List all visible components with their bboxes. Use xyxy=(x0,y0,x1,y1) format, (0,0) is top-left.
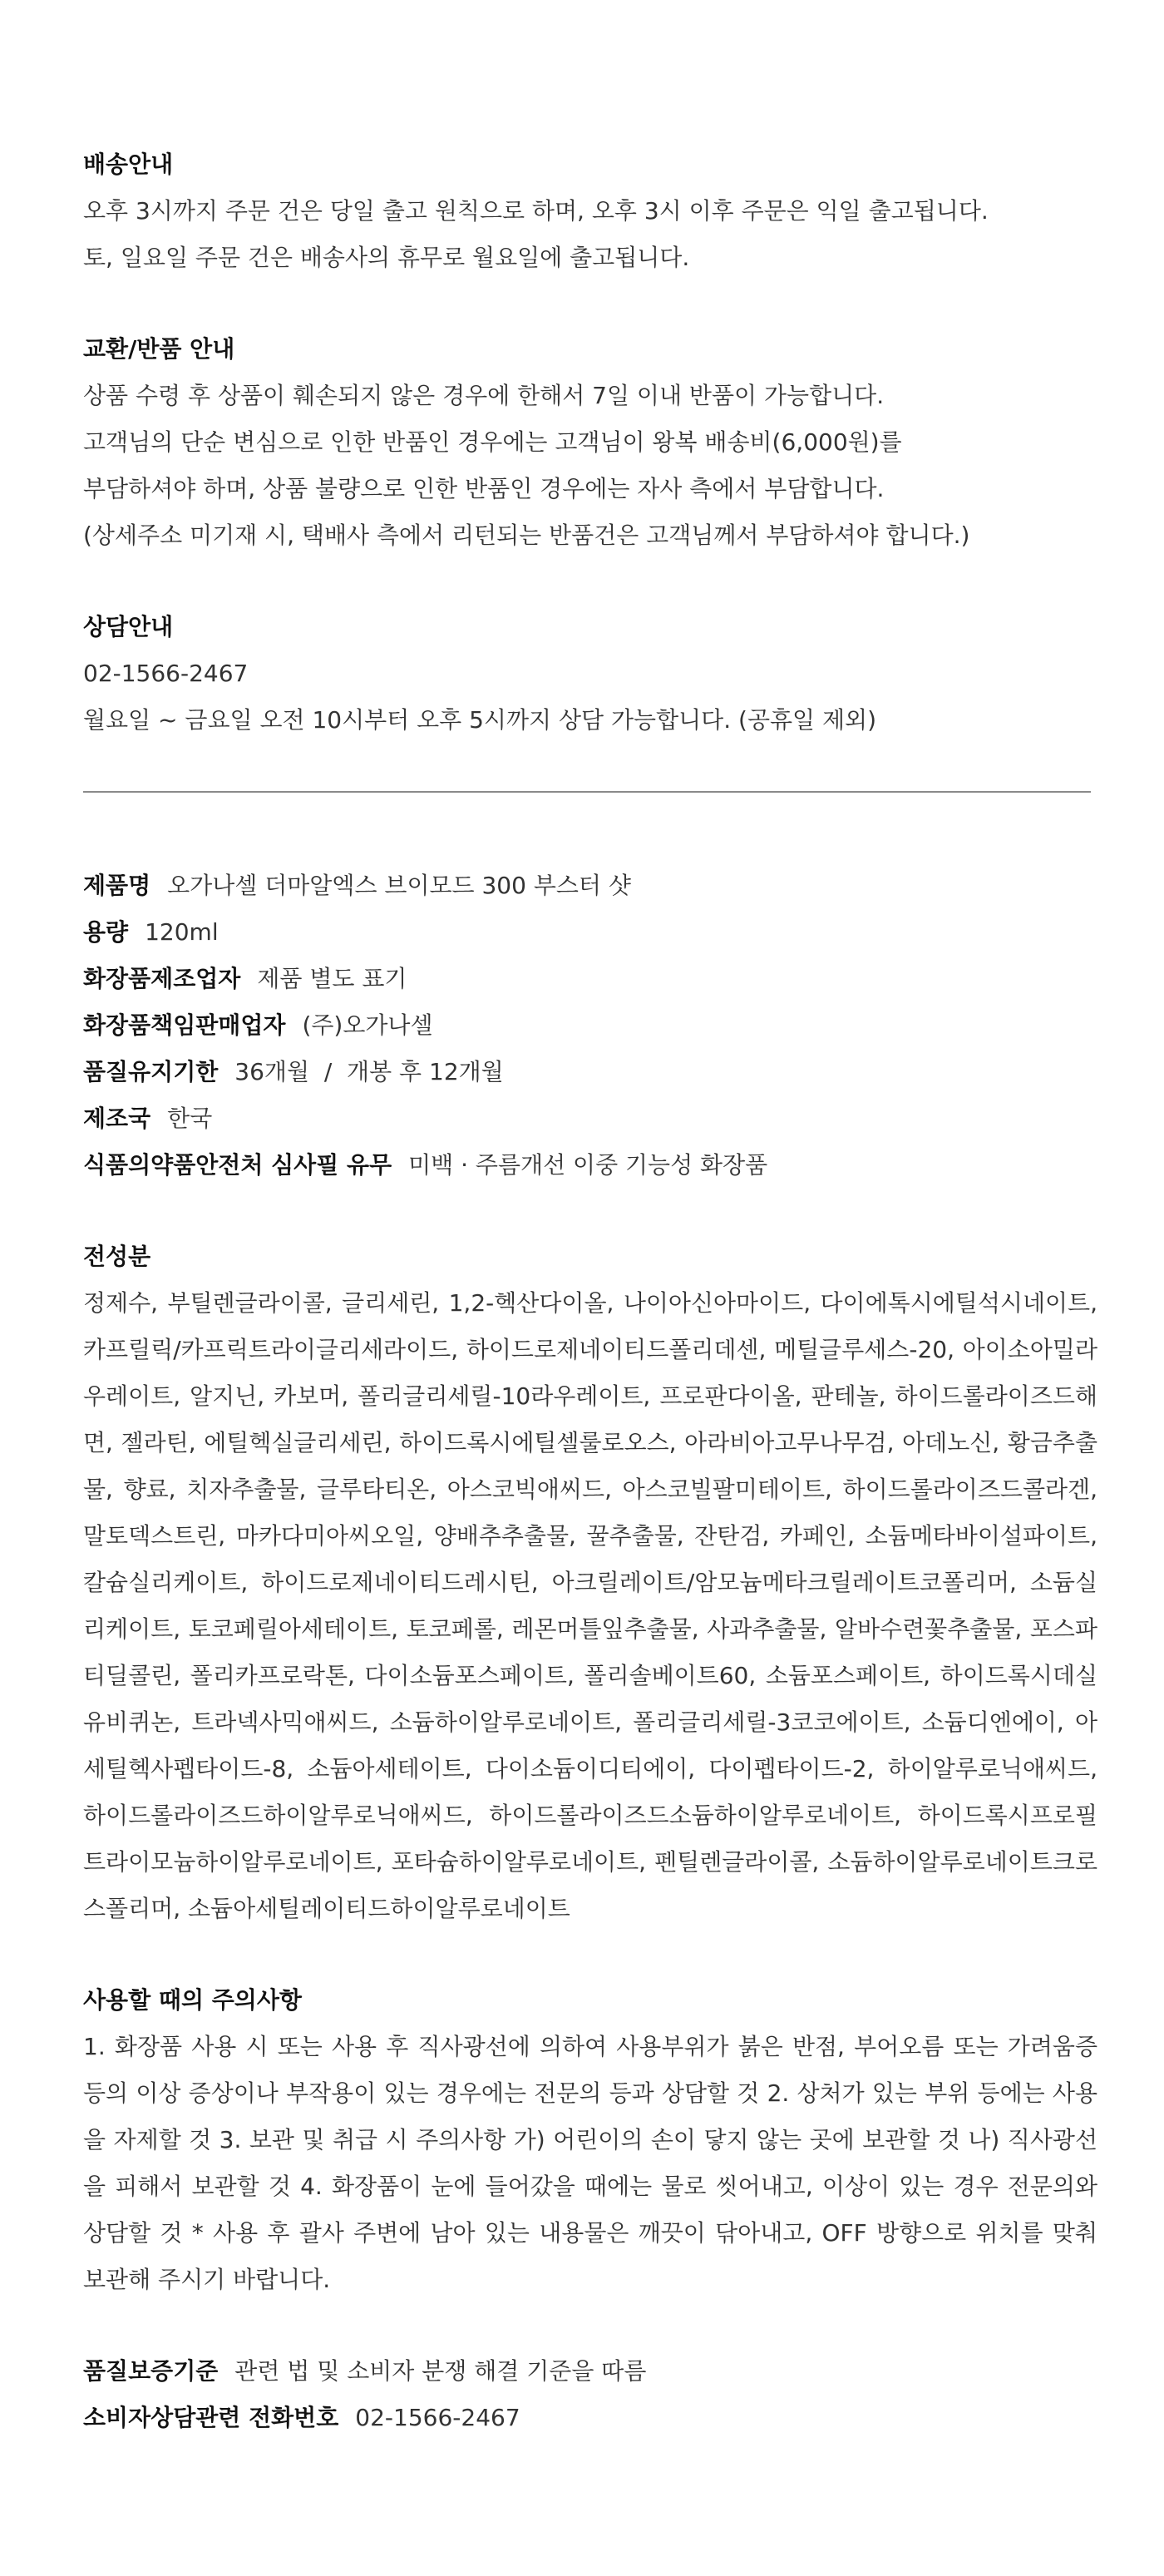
spec-value: 미백 · 주름개선 이중 기능성 화장품 xyxy=(408,1151,768,1179)
product-notice-page xyxy=(83,141,1097,2441)
cautions-section xyxy=(83,1977,1097,2303)
section-divider xyxy=(83,791,1091,793)
spacer xyxy=(83,2303,1097,2348)
consult-hours: 월요일 ~ 금요일 오전 10시부터 오후 5시까지 상담 가능합니다. (공휴일 제외) xyxy=(83,706,877,734)
ingredients-text: 정제수, 부틸렌글라이콜, 글리세린, 1,2-헥산다이올, 나이아신아마이드, 다이에톡시에틸석시네이트, 카프릴릭/카프릭트라이글리세라이드, 하이드로제네이티드폴리데센, 메틸글루세스-20, 아이소아밀라우레이트, 알지닌, 카보머, 폴리글리세릴-10라우레이트, 프로판다이올, 판테놀, 하이드롤라이즈드해면, 젤라틴, 에틸헥실글리세린, 하이드록시에틸셀룰로오스, 아라비아고무나무검, 아데노신, 황금추출물, 향료, 치자추출물, 글루타티온, 아스코빅애씨드, 아스코빌팔미테이트, 하이드롤라이즈드콜라겐, 말토덱스트린, 마카다미아씨오일, 양배추추출물, 꿀추출물, 잔탄검, 카페인, 소듐메타바이설파이트, 칼슘실리케이트, 하이드로제네이티드레시틴, 아크릴레이트/암모늄메타크릴레이트코폴리머, 소듐실리케이트, 토코페릴아세테이트, 토코페롤, 레몬머틀잎추출물, 사과추출물, 알바수련꽃추출물, 포스파티딜콜린, 폴리카프로락톤, 다이소듐포스페이트, 폴리솔베이트60, 소듐포스페이트, 하이드록시데실유비퀴논, 트라넥사믹애씨드, 소듐하이알루로네이트, 폴리글리세릴-3코코에이트, 소듐디엔에이, 아세틸헥사펩타이드-8, 소듐아세테이트, 다이소듐이디티에이, 다이펩타이드-2, 하이알루로닉애씨드, 하이드롤라이즈드하이알루로닉애씨드, 하이드롤라이즈드소듐하이알루로네이트, 하이드록시프로필트라이모늄하이알루로네이트, 포타슘하이알루로네이트, 펜틸렌글라이콜, 소듐하이알루로네이트크로스폴리머, 소듐아세틸레이티드하이알루로네이트 xyxy=(83,1289,1097,1922)
returns-line: 상품 수령 후 상품이 훼손되지 않은 경우에 한해서 7일 이내 반품이 가능합니다. xyxy=(83,382,885,409)
spec-value: 오가나셀 더마알엑스 브이모드 300 부스터 샷 xyxy=(167,872,631,899)
spec-value: 한국 xyxy=(167,1105,213,1132)
consult-phone: 02-1566-2467 xyxy=(83,660,249,687)
returns-line: 부담하셔야 하며, 상품 불량으로 인한 반품인 경우에는 자사 측에서 부담합니다. xyxy=(83,475,885,502)
spec-value: 120ml xyxy=(145,918,219,946)
ingredients-section xyxy=(83,1234,1097,1932)
shipping-title: 배송안내 xyxy=(83,151,174,178)
returns-line: 고객님의 단순 변심으로 인한 반품인 경우에는 고객님이 왕복 배송비(6,000원)를 xyxy=(83,428,902,456)
spec-row-seller xyxy=(83,1002,1097,1049)
spec-value: 36개월 / 개봉 후 12개월 xyxy=(234,1058,504,1085)
footer-row-quality-standard xyxy=(83,2348,1097,2395)
spec-value: 제품 별도 표기 xyxy=(257,965,407,992)
consult-title: 상담안내 xyxy=(83,613,174,640)
shipping-line: 토, 일요일 주문 건은 배송사의 휴무로 월요일에 출고됩니다. xyxy=(83,244,690,271)
spacer xyxy=(83,1932,1097,1977)
consult-section xyxy=(83,604,1097,744)
spec-key: 화장품제조업자 xyxy=(83,965,241,992)
spacer xyxy=(83,1189,1097,1234)
spec-value: (주)오가나셀 xyxy=(302,1011,433,1039)
spec-key: 용량 xyxy=(83,918,129,946)
spec-key: 화장품책임판매업자 xyxy=(83,1011,286,1039)
footer-row-consumer-phone xyxy=(83,2395,1097,2441)
spec-row-shelf-life xyxy=(83,1049,1097,1095)
returns-section xyxy=(83,326,1097,559)
spec-key: 소비자상담관련 전화번호 xyxy=(83,2404,339,2431)
cautions-text: 1. 화장품 사용 시 또는 사용 후 직사광선에 의하여 사용부위가 붉은 반점, 부어오름 또는 가려움증 등의 이상 증상이나 부작용이 있는 경우에는 전문의 등과 상담할 것 2. 상처가 있는 부위 등에는 사용을 자제할 것 3. 보관 및 취급 시 주의사항 가) 어린이의 손이 닿지 않는 곳에 보관할 것 나) 직사광선을 피해서 보관할 것 4. 화장품이 눈에 들어갔을 때에는 물로 씻어내고, 이상이 있는 경우 전문의와 상담할 것 * 사용 후 괄사 주변에 남아 있는 내용물은 깨끗이 닦아내고, OFF 방향으로 위치를 맞춰 보관해 주시기 바랍니다. xyxy=(83,2033,1097,2293)
cautions-title: 사용할 때의 주의사항 xyxy=(83,1986,302,2014)
spec-row-volume xyxy=(83,909,1097,956)
spec-row-country xyxy=(83,1095,1097,1142)
spec-key: 식품의약품안전처 심사필 유무 xyxy=(83,1151,392,1179)
product-spec-section xyxy=(83,863,1097,1189)
spec-value: 관련 법 및 소비자 분쟁 해결 기준을 따름 xyxy=(234,2357,647,2385)
returns-title: 교환/반품 안내 xyxy=(83,335,235,363)
spacer xyxy=(83,281,1097,326)
spec-row-manufacturer xyxy=(83,956,1097,1002)
spec-key: 제품명 xyxy=(83,872,151,899)
spec-key: 품질보증기준 xyxy=(83,2357,219,2385)
spec-key: 품질유지기한 xyxy=(83,1058,219,1085)
spec-row-product-name xyxy=(83,863,1097,909)
spec-key: 제조국 xyxy=(83,1105,151,1132)
footer-info-section xyxy=(83,2348,1097,2441)
spacer xyxy=(83,559,1097,604)
shipping-line: 오후 3시까지 주문 건은 당일 출고 원칙으로 하며, 오후 3시 이후 주문은 익일 출고됩니다. xyxy=(83,197,989,225)
returns-line: (상세주소 미기재 시, 택배사 측에서 리턴되는 반품건은 고객님께서 부담하셔야 합니다.) xyxy=(83,522,970,549)
spec-value: 02-1566-2467 xyxy=(355,2404,520,2431)
shipping-section xyxy=(83,141,1097,281)
ingredients-title: 전성분 xyxy=(83,1243,151,1270)
spec-row-mfds-review xyxy=(83,1142,1097,1189)
